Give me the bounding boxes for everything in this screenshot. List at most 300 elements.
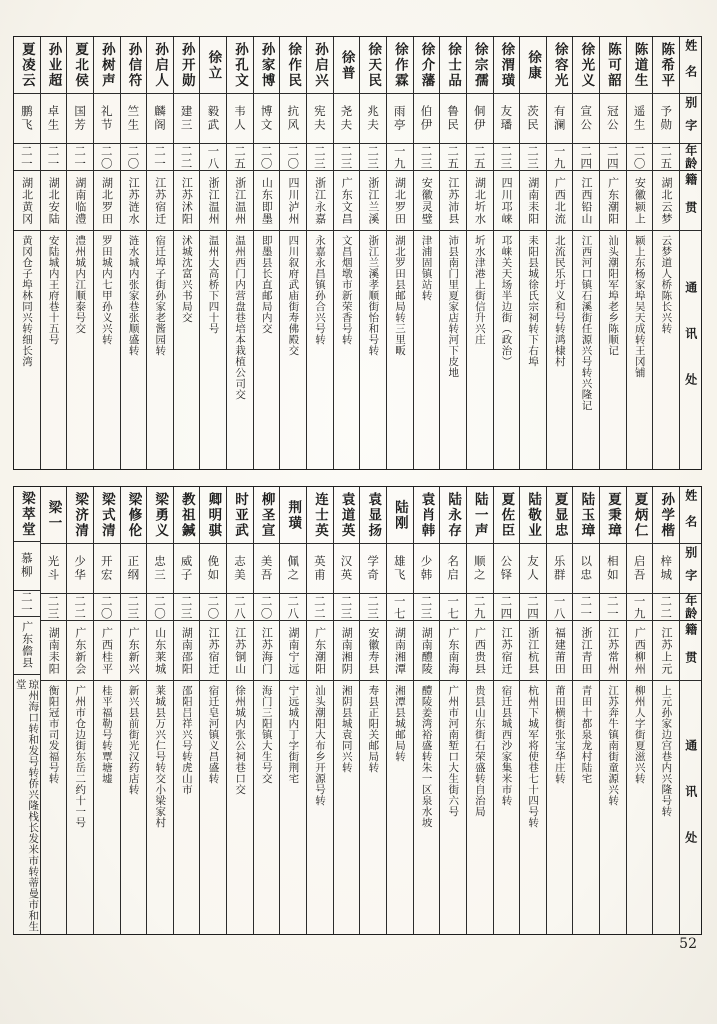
address-text: 即墨县长直邮局内交 [260, 235, 273, 334]
person-name: 袁道英 [338, 491, 355, 539]
name-cell [307, 487, 333, 544]
page-number: 52 [679, 936, 697, 952]
native-cell [94, 621, 120, 681]
age-value: 二三 [499, 144, 514, 170]
courtesy-name: 正纲 [126, 555, 141, 582]
zi-cell [227, 94, 253, 144]
age-value: 二五 [472, 144, 487, 170]
roster-column [253, 487, 280, 934]
age-cell [494, 594, 520, 621]
roster-column [652, 37, 679, 469]
address-text: 湖北罗田县邮局转三里畈 [393, 235, 406, 356]
age-cell [467, 594, 493, 621]
age-value: 二三 [419, 594, 434, 620]
address-cell [200, 681, 226, 934]
zi-cell [14, 542, 40, 590]
address-text: 新兴县前街光汉药店转 [127, 685, 140, 795]
courtesy-name: 忠三 [153, 555, 168, 582]
courtesy-name: 伯伊 [419, 105, 434, 132]
address-text: 湘潭县城邮局转 [393, 685, 406, 762]
address-text: 桂平福勒号转覃塘墟 [100, 685, 113, 784]
address-text: 莆田横街张宝华庄转 [553, 685, 566, 784]
roster-column [626, 37, 653, 469]
address-text: 徐州城内张公祠巷口交 [234, 685, 247, 795]
courtesy-name: 以忠 [579, 555, 594, 582]
person-name: 徐容光 [551, 41, 568, 89]
person-name: 徐宗孺 [471, 41, 488, 89]
address-cell [280, 681, 306, 934]
native-cell [627, 171, 653, 231]
roster-column [493, 487, 520, 934]
name-cell [467, 487, 493, 544]
person-name: 连士英 [311, 491, 328, 539]
person-name: 徐作民 [285, 41, 302, 89]
address-cell [494, 231, 520, 469]
address-text: 汕头潮阳军埠老乡陈顺记 [607, 235, 620, 356]
native-place: 江苏铜山 [233, 626, 247, 675]
address-text: 江苏奔牛镇南街童源兴转 [607, 685, 620, 806]
age-value: 一七 [392, 594, 407, 620]
zi-cell [280, 94, 306, 144]
age-cell [121, 144, 147, 171]
person-name: 徐介藩 [418, 41, 435, 89]
address-text: 宿迁县城西沙家集米市转 [500, 685, 513, 806]
name-cell [467, 37, 493, 94]
address-text: 湘阴县城袁同兴转 [340, 685, 353, 773]
name-cell [573, 487, 599, 544]
person-name: 时亚武 [232, 491, 249, 539]
person-name: 梁修伦 [125, 491, 142, 539]
native-cell [494, 621, 520, 681]
age-value: 二八 [286, 594, 301, 620]
person-name: 陆敬业 [525, 491, 542, 539]
native-cell [467, 621, 493, 681]
address-text: 沛县南门里夏家店转河下皮地 [447, 235, 460, 378]
native-cell [573, 171, 599, 231]
zi-cell [174, 544, 200, 594]
native-cell [147, 621, 173, 681]
person-name: 孙孔文 [232, 41, 249, 89]
address-cell [121, 231, 147, 469]
address-text: 沭城沈富兴书局交 [180, 235, 193, 323]
zi-cell [467, 544, 493, 594]
zi-cell [147, 544, 173, 594]
age-value: 二二 [73, 594, 88, 620]
roster-column [333, 37, 360, 469]
roster-column [14, 487, 40, 934]
address-text: 邵阳吕祥兴号转虎山市 [180, 685, 193, 795]
name-cell [653, 487, 679, 544]
roster-column [279, 487, 306, 934]
roster-column [120, 37, 147, 469]
age-cell [121, 594, 147, 621]
age-cell [520, 594, 546, 621]
address-text: 黄冈仓子埠林同兴转细长湾 [21, 235, 33, 367]
address-text: 涟水城内张家巷张顺盛转 [127, 235, 140, 356]
age-cell [573, 144, 599, 171]
native-place: 福建莆田 [553, 626, 567, 675]
name-cell [227, 37, 253, 94]
native-place: 广西北流 [553, 176, 567, 225]
age-value: 二一 [19, 590, 34, 616]
name-cell [600, 37, 626, 94]
header-zi-cell [680, 544, 701, 594]
roster-column [599, 487, 626, 934]
address-text: 青田十都泉龙村陆宅 [580, 685, 593, 784]
native-place: 浙江青田 [580, 626, 594, 675]
age-value: 二二 [312, 594, 327, 620]
age-value: 二三 [419, 144, 434, 170]
age-value: 二三 [526, 144, 540, 170]
age-value: 二九 [472, 594, 487, 620]
address-cell [467, 231, 493, 469]
address-cell [653, 681, 679, 934]
person-name: 陈可韶 [604, 41, 621, 89]
courtesy-name: 礼节 [99, 105, 114, 132]
header-column [679, 487, 701, 934]
address-text: 贵县山东街石荣盛转自治局 [473, 685, 486, 817]
address-cell [147, 231, 173, 469]
address-cell [334, 231, 360, 469]
name-cell [147, 37, 173, 94]
age-cell [94, 594, 120, 621]
header-native-label: 籍贯 [683, 172, 698, 229]
native-cell [174, 621, 200, 681]
address-cell [67, 231, 93, 469]
roster-column [386, 37, 413, 469]
age-value: 二〇 [126, 144, 141, 170]
roster-column [173, 37, 200, 469]
courtesy-name: 茨民 [526, 105, 540, 132]
native-cell [94, 171, 120, 231]
native-place: 浙江温州 [233, 176, 247, 225]
address-cell [41, 681, 67, 934]
header-address-cell [680, 681, 701, 934]
native-cell [200, 171, 226, 231]
age-value: 二〇 [153, 594, 168, 620]
native-place: 湖南宁远 [286, 626, 300, 675]
name-cell [174, 37, 200, 94]
age-value: 二五 [232, 144, 247, 170]
name-cell [573, 37, 599, 94]
courtesy-name: 博文 [259, 105, 274, 132]
address-text: 浙江兰溪孝顺街怡和号转 [367, 235, 380, 356]
name-cell [147, 487, 173, 544]
age-value: 二五 [446, 144, 461, 170]
age-cell [67, 144, 93, 171]
address-text: 宿迁埠子街孙家老酱园转 [154, 235, 167, 356]
zi-cell [254, 94, 280, 144]
age-cell [414, 144, 440, 171]
roster-column [572, 37, 599, 469]
person-name: 徐立 [205, 49, 222, 81]
header-zi-label: 别字 [683, 95, 698, 142]
header-address-label: 通讯处 [683, 281, 698, 419]
native-place: 广东南海 [446, 626, 460, 675]
native-place: 湖南临澧 [73, 176, 87, 225]
address-cell [414, 681, 440, 934]
address-text: 汕头潮阳大布乡开源号转 [314, 685, 327, 806]
roster-column [40, 37, 67, 469]
courtesy-name: 俛如 [206, 555, 221, 582]
person-name: 陆玉璋 [578, 491, 595, 539]
native-place: 广东新会 [73, 626, 87, 675]
address-cell [174, 231, 200, 469]
person-name: 袁显扬 [365, 491, 382, 539]
header-age-cell [680, 144, 701, 171]
roster-column [626, 487, 653, 934]
native-place: 湖南耒阳 [526, 176, 540, 225]
age-cell [227, 594, 253, 621]
age-value: 二四 [526, 594, 540, 620]
courtesy-name: 名启 [446, 555, 461, 582]
person-name: 徐康 [525, 49, 542, 81]
address-cell [573, 681, 599, 934]
age-value: 二一 [153, 144, 168, 170]
native-cell [41, 621, 67, 681]
native-place: 广东潮阳 [313, 626, 327, 675]
age-cell [360, 144, 386, 171]
address-cell [280, 231, 306, 469]
address-cell [227, 681, 253, 934]
roster-column [439, 37, 466, 469]
name-cell [387, 37, 413, 94]
header-address-cell [680, 231, 701, 469]
courtesy-name: 毅武 [206, 105, 221, 132]
address-cell [653, 231, 679, 469]
zi-cell [280, 544, 306, 594]
age-cell [307, 144, 333, 171]
courtesy-name: 兆夫 [366, 105, 381, 132]
address-text: 杭州下城军将使巷七十四号转 [527, 685, 540, 828]
header-column [679, 37, 701, 469]
address-cell [627, 681, 653, 934]
age-value: 一九 [632, 594, 647, 620]
native-place: 四川泸州 [286, 176, 300, 225]
native-cell [334, 621, 360, 681]
address-cell [147, 681, 173, 934]
zi-cell [627, 94, 653, 144]
roster-column [40, 487, 67, 934]
age-cell [520, 144, 546, 171]
age-value: 二〇 [99, 144, 114, 170]
person-name: 荆璜 [285, 499, 302, 531]
age-cell [254, 594, 280, 621]
native-cell [280, 621, 306, 681]
age-cell [547, 144, 573, 171]
native-place: 江西铅山 [580, 176, 594, 225]
roster-column [439, 487, 466, 934]
courtesy-name: 冠公 [605, 105, 620, 132]
person-name: 陈道生 [631, 41, 648, 89]
name-cell [520, 37, 546, 94]
age-cell [653, 144, 679, 171]
native-place: 山东莱城 [153, 626, 167, 675]
native-place: 浙江永嘉 [313, 176, 327, 225]
native-cell [67, 171, 93, 231]
native-place: 安徽颍上 [633, 176, 647, 225]
courtesy-name: 慕柳 [19, 552, 34, 580]
age-cell [307, 594, 333, 621]
native-cell [653, 621, 679, 681]
name-cell [653, 37, 679, 94]
name-cell [360, 487, 386, 544]
zi-cell [387, 94, 413, 144]
person-name: 梁式清 [98, 491, 115, 539]
name-cell [174, 487, 200, 544]
native-place: 安徽寿县 [366, 626, 380, 675]
native-cell [67, 621, 93, 681]
courtesy-name: 麟阁 [153, 105, 168, 132]
native-place: 浙江兰溪 [366, 176, 380, 225]
person-name: 徐作霖 [391, 41, 408, 89]
courtesy-name: 雨亭 [392, 105, 407, 132]
roster-column [386, 487, 413, 934]
header-native-cell [680, 171, 701, 231]
roster-column [519, 37, 546, 469]
address-cell [334, 681, 360, 934]
address-cell [360, 231, 386, 469]
native-cell [520, 171, 546, 231]
age-value: 二二 [659, 594, 674, 620]
person-name: 孙信符 [125, 41, 142, 89]
age-cell [334, 144, 360, 171]
native-cell [360, 621, 386, 681]
native-cell [334, 171, 360, 231]
person-name: 徐天民 [365, 41, 382, 89]
courtesy-name: 相如 [605, 555, 620, 582]
native-cell [573, 621, 599, 681]
address-cell [14, 231, 40, 469]
address-cell [494, 681, 520, 934]
name-cell [41, 487, 67, 544]
header-age-label: 年龄 [683, 144, 698, 170]
name-cell [360, 37, 386, 94]
native-place: 湖南湘阴 [340, 626, 354, 675]
courtesy-name: 友人 [526, 555, 540, 582]
courtesy-name: 抗风 [286, 105, 301, 132]
native-place: 广东潮阳 [606, 176, 620, 225]
address-cell [174, 681, 200, 934]
name-cell [414, 487, 440, 544]
age-value: 二三 [339, 144, 354, 170]
native-cell [440, 621, 466, 681]
age-value: 二四 [605, 144, 620, 170]
address-text: 寿县正阳关邮局转 [367, 685, 380, 773]
name-cell [41, 37, 67, 94]
zi-cell [600, 544, 626, 594]
native-place: 湖南耒阳 [47, 626, 61, 675]
age-cell [414, 594, 440, 621]
native-cell [41, 171, 67, 231]
address-text: 文昌烟墩市新荣香号转 [340, 235, 353, 345]
zi-cell [334, 544, 360, 594]
courtesy-name: 梓城 [659, 555, 674, 582]
person-name: 孙树声 [98, 41, 115, 89]
roster-column [493, 37, 520, 469]
header-age-cell [680, 594, 701, 621]
zi-cell [440, 544, 466, 594]
person-name: 孙启兴 [311, 41, 328, 89]
zi-cell [494, 94, 520, 144]
native-place: 广西柳州 [633, 626, 647, 675]
age-cell [360, 594, 386, 621]
address-cell [547, 231, 573, 469]
age-cell [41, 594, 67, 621]
zi-cell [94, 94, 120, 144]
address-cell [547, 681, 573, 934]
courtesy-name: 有澜 [552, 105, 567, 132]
address-cell [360, 681, 386, 934]
zi-cell [121, 94, 147, 144]
person-name: 徐渭璜 [498, 41, 515, 89]
age-cell [494, 144, 520, 171]
courtesy-name: 威子 [179, 555, 194, 582]
address-text: 琼州海口转和发号转侨兴隆栈长发米市转蒂曼市和生堂 [14, 678, 40, 932]
native-cell [440, 171, 466, 231]
native-place: 湖北罗田 [100, 176, 114, 225]
native-place: 广东儋县 [20, 621, 34, 670]
courtesy-name: 光斗 [46, 555, 61, 582]
name-cell [627, 487, 653, 544]
age-cell [627, 144, 653, 171]
address-text: 上元孙家边宫巷内兴隆号转 [660, 685, 673, 817]
age-cell [200, 594, 226, 621]
native-place: 江苏上元 [659, 626, 673, 675]
person-name: 梁勇义 [152, 491, 169, 539]
age-value: 二三 [366, 144, 381, 170]
courtesy-name: 公铎 [499, 555, 514, 582]
native-place: 江苏海门 [260, 626, 274, 675]
courtesy-name: 开宏 [99, 555, 114, 582]
address-cell [573, 231, 599, 469]
courtesy-name: 友璠 [499, 105, 514, 132]
age-cell [94, 144, 120, 171]
courtesy-name: 雄飞 [392, 555, 407, 582]
native-cell [254, 621, 280, 681]
address-cell [227, 231, 253, 469]
age-cell [147, 144, 173, 171]
name-cell [121, 37, 147, 94]
person-name: 孙业超 [45, 41, 62, 89]
address-cell [254, 681, 280, 934]
native-cell [627, 621, 653, 681]
age-cell [14, 144, 40, 171]
age-cell [440, 594, 466, 621]
address-text: 温州西门内营盘巷培本栽植公司交 [234, 235, 247, 400]
age-value: 二八 [232, 594, 247, 620]
address-text: 海门三阳镇大生号交 [260, 685, 273, 784]
address-cell [440, 231, 466, 469]
name-cell [200, 487, 226, 544]
name-cell [254, 37, 280, 94]
native-cell [494, 171, 520, 231]
address-cell [254, 231, 280, 469]
address-text: 津浦固镇站转 [420, 235, 433, 301]
address-text: 邛崃关天场半边街（政治） [500, 235, 513, 367]
name-cell [494, 37, 520, 94]
age-value: 二一 [73, 144, 88, 170]
address-cell [94, 681, 120, 934]
address-text: 江西河口镇石溪街任源兴号转兴隆记 [580, 235, 593, 411]
native-place: 江苏沭阳 [180, 176, 194, 225]
roster-column [93, 37, 120, 469]
person-name: 梁一 [45, 499, 62, 531]
roster-column [306, 37, 333, 469]
age-value: 二二 [179, 144, 194, 170]
header-age-label: 年龄 [683, 594, 698, 620]
address-cell [67, 681, 93, 934]
